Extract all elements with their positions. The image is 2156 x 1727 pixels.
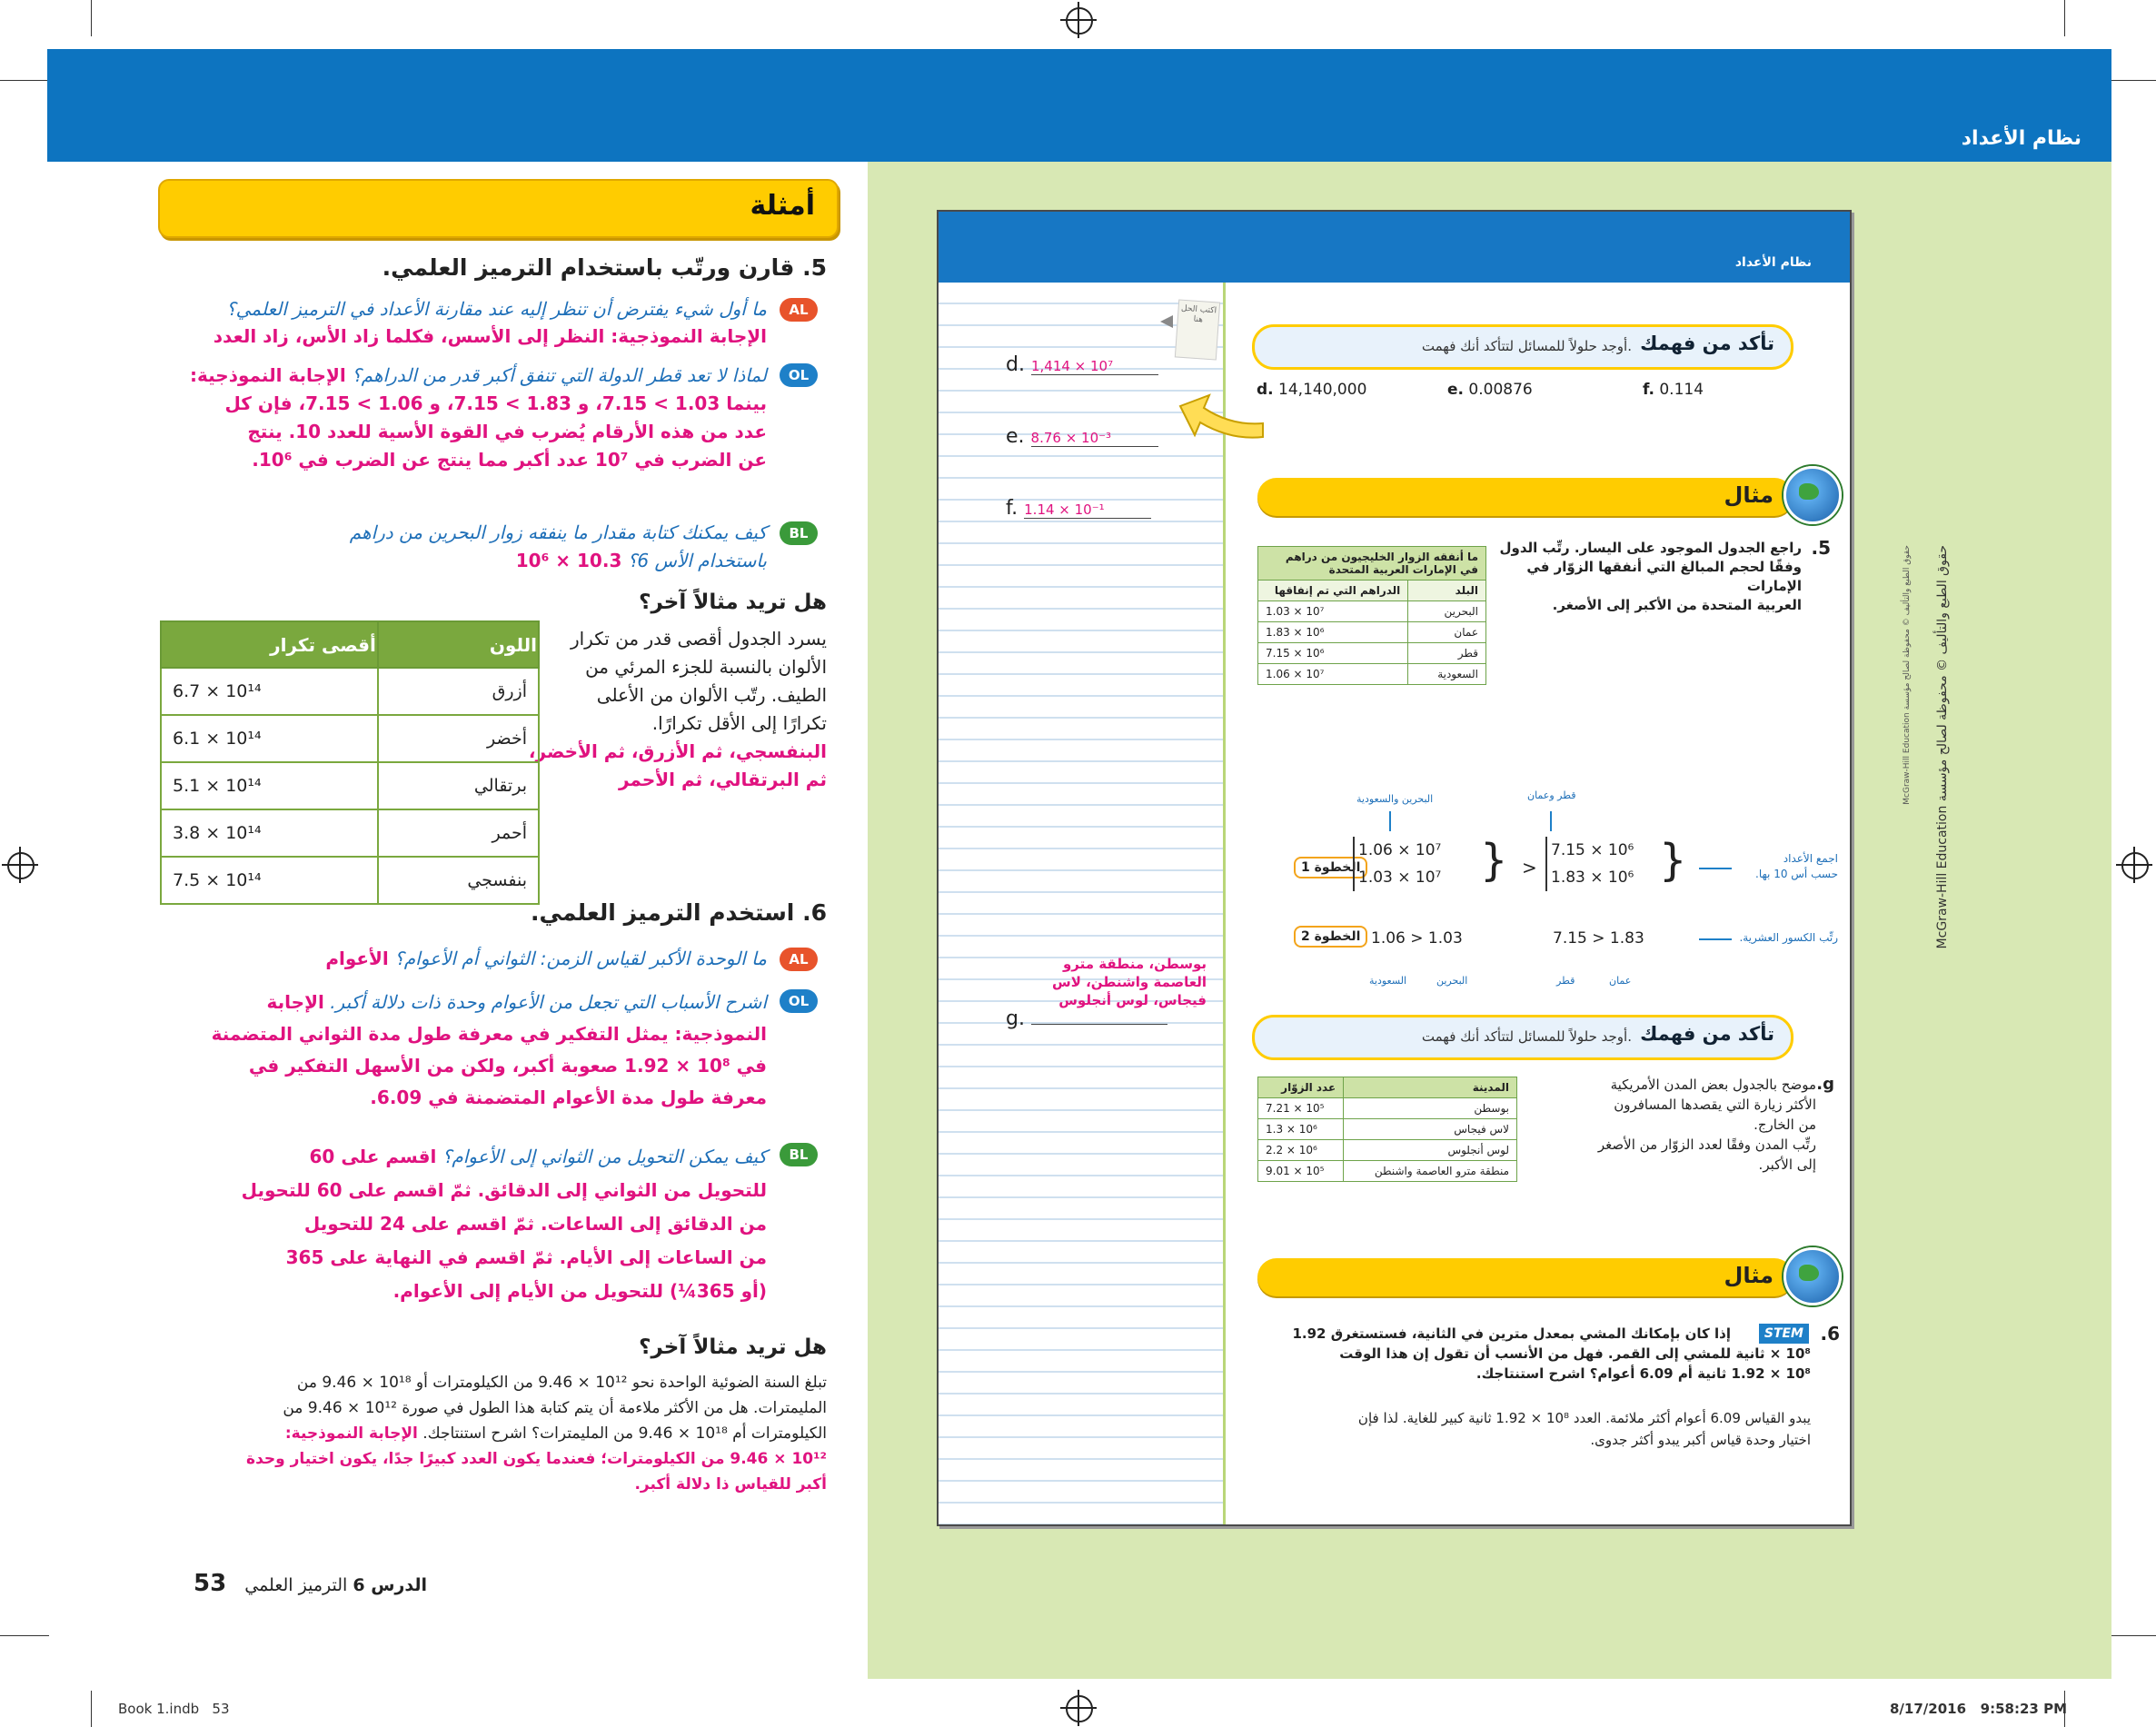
ex5-heading: [273, 254, 827, 281]
globe-icon: [1783, 466, 1842, 524]
g-line: إلى الأكبر.: [1758, 1156, 1816, 1173]
ex6-ol: [160, 987, 767, 1114]
copyright-text: حقوق الطبع والتأليف © محفوظة لصالح مؤسسة McGraw-Hill Education: [1935, 545, 1950, 949]
ex-line: راجع الجدول الموجود على اليسار. رتِّب الدول: [1499, 540, 1802, 556]
color-frequency-table: [160, 620, 540, 905]
cell-frequency: 3.8 × 10¹⁴: [161, 809, 378, 857]
bl-answer: 10.3 × 10⁶: [515, 550, 622, 571]
answer-g-text: [1038, 955, 1207, 1009]
badge-al: AL: [780, 298, 818, 322]
cell-visitors: 9.01 × 10⁵: [1258, 1161, 1344, 1182]
table-row: [161, 857, 539, 904]
ex-number: 6.: [1820, 1323, 1840, 1345]
example-label: مثال: [1724, 482, 1773, 508]
book-ex5-text: [1484, 539, 1829, 615]
copyright-vertical-small: [1903, 545, 1912, 1090]
answer-line: البنفسجي، ثم الأزرق، ثم الأخضر،: [528, 740, 827, 762]
cell-color: أخضر: [378, 715, 539, 762]
answer-g: [1006, 1007, 1167, 1030]
sticky-note: [1175, 299, 1220, 360]
group-value: 7.15 × 10⁶: [1551, 841, 1634, 859]
g-line: رتِّب المدن وفقًا لعدد الزوّار من الأصغر: [1597, 1136, 1816, 1153]
greater-than: >: [1522, 857, 1537, 878]
text-line: تكرارًا إلى الأقل تكرارًا.: [651, 712, 827, 734]
header-band: [47, 49, 2111, 162]
step1-group-left: [1353, 837, 1441, 891]
unit-title: نظام الأعداد: [1961, 127, 2081, 150]
ex-line: العربية المتحدة من الأكبر إلى الأصغر.: [1552, 597, 1802, 613]
cell-visitors: 1.3 × 10⁶: [1258, 1119, 1344, 1140]
text-line: المليمترات. هل من الأكثر ملاءمة أن يتم كتابة هذا الطول في صورة 10¹² × 9.46 من: [283, 1399, 827, 1417]
col-country: البلد: [1408, 581, 1486, 601]
book-ex6-answer: [1266, 1407, 1811, 1451]
ol-answer: معرفة طول مدة الأعوام المتضمنة في 6.09.: [370, 1087, 767, 1108]
ex5-bl: [160, 519, 767, 575]
item-value: 0.114: [1659, 381, 1704, 399]
cell-color: برتقالي: [378, 762, 539, 809]
ex-heading: استخدم الترميز العلمي.: [531, 899, 795, 926]
city-table: [1257, 1077, 1517, 1182]
answer-g-line: فيجاس، لوس أنجلوس: [1058, 992, 1207, 1008]
check-understanding-bar-2: [1252, 1015, 1793, 1060]
cell-frequency: 5.1 × 10¹⁴: [161, 762, 378, 809]
cell-amount: 7.15 × 10⁶: [1258, 643, 1408, 664]
cell-color: أحمر: [378, 809, 539, 857]
example-bar-1: [1257, 478, 1793, 516]
cell-frequency: 6.1 × 10¹⁴: [161, 715, 378, 762]
pointer-arrow-icon: [1177, 382, 1267, 455]
badge-al: AL: [780, 948, 818, 971]
another-example-2: [160, 1370, 827, 1497]
answer-line: يبدو القياس 6.09 أعوام أكثر ملائمة. العدد 10⁸ × 1.92 ثانية كبير للغاية. لذا فإن: [1357, 1410, 1811, 1426]
answer-line: الإجابة النموذجية:: [284, 1424, 418, 1443]
copyright-small-text: حقوق الطبع والتأليف © محفوظة لصالح مؤسسة McGraw-Hill Education: [1903, 545, 1912, 805]
g-line: الأكثر زيارة التي يقصدها المسافرون: [1614, 1097, 1816, 1113]
text-line: تبلغ السنة الضوئية الواحدة نحو 10¹² × 9.46 من الكيلومترات أو 10¹⁸ × 9.46 من: [296, 1374, 827, 1392]
under-oman: عمان: [1609, 975, 1632, 987]
brace-icon: }: [1659, 835, 1687, 886]
cell-country: البحرين: [1408, 601, 1486, 622]
book-ex6-text: [1275, 1324, 1838, 1384]
col-city: المدينة: [1344, 1077, 1517, 1098]
book-g-text: [1520, 1075, 1834, 1175]
lined-work-area: [939, 283, 1226, 1524]
badge-ol: OL: [780, 363, 818, 387]
ex-line: إذا كان بإمكانك المشي بمعدل مترين في الثانية، فستستغرق 1.92: [1292, 1325, 1731, 1342]
cmp-left: 1.06 > 1.03: [1371, 929, 1463, 948]
bl-answer: للتحويل من الثواني إلى الدقائق. ثمّ اقسم على 60 للتحويل: [241, 1179, 767, 1201]
under-saudi: السعودية: [1369, 975, 1407, 987]
g-line: موضح بالجدول بعض المدن الأمريكية: [1610, 1077, 1816, 1093]
ol-question: اشرح الأسباب التي تجعل من الأعوام وحدة ذات دلالة أكبر.: [330, 991, 767, 1013]
arrow-down-icon: [1550, 811, 1552, 831]
group-value: 1.83 × 10⁶: [1551, 868, 1634, 887]
cell-country: عمان: [1408, 622, 1486, 643]
answer-g-line: العاصمة واشنطن، لاس: [1052, 974, 1207, 990]
cell-amount: 1.03 × 10⁷: [1258, 601, 1408, 622]
page-footer: [154, 1570, 427, 1597]
cell-city: لوس أنجلوس: [1344, 1140, 1517, 1161]
text-line: الكيلومترات أم 10¹⁸ × 9.46 من المليمترات؟ اشرح استنتاجك.: [422, 1424, 827, 1443]
answer-line: 10¹² × 9.46 من الكيلومترات؛ فعندما يكون العدد كبيرًا جدًا، يكون اختيار وحدة: [246, 1450, 827, 1468]
text-line: الألوان بالنسبة للجزء المرئي من: [585, 656, 827, 678]
ol-answer: الإجابة النموذجية:: [189, 364, 346, 386]
example-label: مثال: [1724, 1263, 1773, 1288]
answer-e: [1006, 425, 1178, 448]
table-row: [161, 809, 539, 857]
col-color: اللون: [378, 621, 539, 668]
badge-ol: OL: [780, 989, 818, 1013]
ex5-al: [160, 295, 767, 350]
ex6-al: [160, 945, 767, 972]
bl-question: باستخدام الأس 6؟: [627, 550, 767, 571]
book-header: [939, 212, 1850, 283]
cell-city: بوسطن: [1344, 1098, 1517, 1119]
check-label: تأكد من فهمك: [1640, 332, 1774, 354]
page-number: 53: [194, 1570, 227, 1597]
examples-banner: [158, 179, 839, 238]
al-question: ما الوحدة الأكبر لقياس الزمن: الثواني أم الأعوام؟: [394, 948, 767, 969]
answer-line: [1031, 1011, 1167, 1025]
cmp-right: 7.15 > 1.83: [1553, 929, 1644, 948]
label-bahrain-saudi: البحرين والسعودية: [1356, 793, 1434, 805]
al-answer: الأعوام: [325, 948, 389, 969]
registration-mark-right: [2121, 852, 2149, 879]
registration-mark-left: [7, 852, 35, 879]
note-line: اجمع الأعداد: [1783, 852, 1838, 865]
table-row: [161, 762, 539, 809]
col-amount: الدراهم التي تم إنفاقها: [1258, 581, 1408, 601]
table-row: [161, 715, 539, 762]
bl-answer: اقسم على 60: [309, 1146, 437, 1167]
bl-answer: (أو 365¼) للتحويل من الأيام إلى الأعوام.: [392, 1280, 767, 1302]
footer-lesson: الدرس 6: [353, 1575, 427, 1595]
cell-city: لاس فيجاس: [1344, 1119, 1517, 1140]
ex-number: 6.: [802, 899, 827, 926]
step-label: الخطوة 2: [1301, 929, 1361, 944]
spend-table: [1257, 546, 1486, 685]
step1-group-right: [1545, 837, 1634, 891]
bl-question: كيف يمكن التحويل من الثواني إلى الأعوام؟: [442, 1146, 767, 1167]
note-line: حسب أس 10 بها.: [1755, 868, 1838, 880]
ol-question: لماذا لا تعد قطر الدولة التي تنفق أكبر قدر من الدراهم؟: [352, 364, 767, 386]
ex6-heading: [273, 899, 827, 926]
ol-answer: النموذجية: يمثل التفكير في معرفة طول مدة الثواني المتضمنة: [211, 1023, 767, 1045]
brace-icon: }: [1480, 835, 1508, 886]
check-instruction: أوجد حلولاً للمسائل لتتأكد أنك فهمت.: [1421, 1028, 1632, 1045]
answer-value: 1,414 × 10⁷: [1031, 358, 1158, 375]
answer-value: 8.76 × 10⁻³: [1031, 430, 1158, 447]
text-line: يسرد الجدول أقصى قدر من تكرار: [570, 628, 827, 650]
ex-line: وفقًا لحجم المبالغ التي أنفقها الزوّار في الإمارات: [1526, 559, 1802, 594]
group-value: 1.06 × 10⁷: [1358, 841, 1442, 859]
cell-country: السعودية: [1408, 664, 1486, 685]
cell-color: بنفسجي: [378, 857, 539, 904]
answer-value: 1.14 × 10⁻¹: [1024, 501, 1151, 519]
cell-amount: 1.83 × 10⁶: [1258, 622, 1408, 643]
slug-date: 8/17/2016 9:58:23 PM: [1890, 1701, 2068, 1717]
registration-mark-top: [1066, 7, 1093, 35]
bl-answer: من الدقائق إلى الساعات. ثمّ اقسم على 24 للتحويل: [303, 1213, 767, 1235]
registration-mark-bottom: [1066, 1695, 1093, 1722]
check-label: تأكد من فهمك: [1640, 1023, 1774, 1045]
arrow-down-icon: [1389, 811, 1391, 831]
arrow-left-icon: [1699, 938, 1732, 940]
ol-answer: بينما 1.03 > 7.15، و 1.83 > 7.15، و 1.06 > 7.15، فإن كل: [224, 392, 767, 414]
col-frequency: أقصى تكرار: [161, 621, 378, 668]
answer-letter: e.: [1006, 425, 1025, 448]
ol-answer: في 10⁸ × 1.92 صعوبة أكبر، ولكن من الأسهل التفكير في: [248, 1055, 767, 1077]
item-letter: f.: [1643, 381, 1654, 399]
item-value: 0.00876: [1468, 381, 1533, 399]
group-value: 1.03 × 10⁷: [1358, 868, 1442, 887]
step2-badge: [1294, 926, 1367, 948]
cell-frequency: 6.7 × 10¹⁴: [161, 668, 378, 715]
check-instruction: أوجد حلولاً للمسائل لتتأكد أنك فهمت.: [1421, 338, 1632, 354]
another-example-1: [509, 625, 827, 794]
step2-note: رتِّب الكسور العشرية.: [1739, 931, 1838, 944]
another-example-heading-1: هل تريد مثالاً آخر؟: [639, 591, 827, 614]
under-bahrain: البحرين: [1436, 975, 1468, 987]
answer-line: ثم البرتقالي، ثم الأحمر: [618, 769, 827, 790]
student-book-page: [937, 210, 1852, 1526]
ex-line: 10⁸ × 1.92 ثانية أم 6.09 أعوام؟ اشرح استنتاجك.: [1475, 1365, 1811, 1382]
ex-heading: قارن ورتّب باستخدام الترميز العلمي.: [382, 254, 795, 281]
ol-answer: عن الضرب في 10⁷ عدد أكبر مما ينتج عن الضرب في 10⁶.: [252, 449, 767, 471]
answer-letter: g.: [1006, 1007, 1025, 1030]
ol-answer: الإجابة: [266, 991, 324, 1013]
cell-frequency: 7.5 × 10¹⁴: [161, 857, 378, 904]
answer-d: [1006, 353, 1178, 376]
globe-icon: [1783, 1247, 1842, 1305]
sticky-arrow-icon: [1160, 315, 1173, 328]
col-visitors: عدد الزوّار: [1258, 1077, 1344, 1098]
answer-line: اختيار وحدة قياس أكبر يبدو أكثر جدوى.: [1590, 1432, 1811, 1448]
example-bar-2: [1257, 1258, 1793, 1296]
item-letter: e.: [1447, 381, 1464, 399]
ex-line: 10⁸ × ثانية للمشي إلى القمر. فهل من الأنسب أن تقول إن هذا الوقت: [1339, 1345, 1811, 1362]
ex-number: 5.: [802, 254, 827, 281]
cell-color: أزرق: [378, 668, 539, 715]
under-qatar: قطر: [1556, 975, 1575, 987]
cell-city: منطقة مترو العاصمة واشنطن: [1344, 1161, 1517, 1182]
answer-f: [1006, 497, 1178, 520]
sticky-note-text: اكتب الحل هنا: [1180, 303, 1217, 325]
badge-bl: BL: [780, 1143, 818, 1166]
answer-letter: d.: [1006, 353, 1025, 376]
badge-bl: BL: [780, 521, 818, 545]
ex-number: 5.: [1811, 537, 1831, 559]
copyright-vertical: [1935, 545, 1950, 1090]
examples-title: أمثلة: [750, 190, 815, 222]
text-line: الطيف. رتّب الألوان من الأعلى: [596, 684, 827, 706]
table-row: [161, 668, 539, 715]
al-answer: الإجابة النموذجية: النظر إلى الأسس، فكلما زاد الأس، زاد العدد: [213, 325, 767, 347]
ex5-ol: [160, 362, 767, 474]
label-qatar-oman: قطر وعمان: [1527, 789, 1576, 801]
cell-visitors: 7.21 × 10⁵: [1258, 1098, 1344, 1119]
item-value: 14,140,000: [1278, 381, 1367, 399]
ol-answer: عدد من هذه الأرقام يُضرب في القوة الأسية للعدد 10. ينتج: [247, 421, 767, 442]
al-question: ما أول شيء يفترض أن تنظر إليه عند مقارنة الأعداد في الترميز العلمي؟: [226, 298, 767, 320]
step1-note: [1738, 851, 1838, 882]
bl-question: كيف يمكنك كتابة مقدار ما ينفقه زوار البحرين من دراهم: [349, 521, 767, 543]
cell-amount: 1.06 × 10⁷: [1258, 664, 1408, 685]
ex6-bl: [160, 1140, 767, 1308]
stem-badge: STEM: [1759, 1324, 1809, 1344]
ex-letter: g.: [1816, 1075, 1834, 1094]
answer-g-line: بوسطن، منطقة مترو: [1062, 956, 1207, 972]
arrow-left-icon: [1699, 868, 1732, 869]
cell-country: قطر: [1408, 643, 1486, 664]
answer-letter: f.: [1006, 497, 1018, 520]
cell-visitors: 2.2 × 10⁶: [1258, 1140, 1344, 1161]
g-line: من الخارج.: [1754, 1117, 1816, 1133]
book-header-title: نظام الأعداد: [1734, 255, 1812, 270]
another-example-heading-2: هل تريد مثالاً آخر؟: [639, 1335, 827, 1359]
step-label: الخطوة 1: [1301, 860, 1361, 875]
slug-file: Book 1.indb 53: [118, 1701, 230, 1717]
answer-line: أكبر للقياس ذا دلالة أكبر.: [634, 1475, 827, 1494]
check-understanding-bar-1: [1252, 324, 1793, 370]
spend-table-title: ما أنفقه الزوار الخليجيون من دراهم في الإمارات العربية المتحدة: [1258, 547, 1486, 581]
footer-lesson-title: الترميز العلمي: [244, 1575, 348, 1595]
bl-answer: من الساعات إلى الأيام. ثمّ اقسم في النهاية على 365: [285, 1246, 767, 1268]
item-letter: d.: [1257, 381, 1274, 399]
